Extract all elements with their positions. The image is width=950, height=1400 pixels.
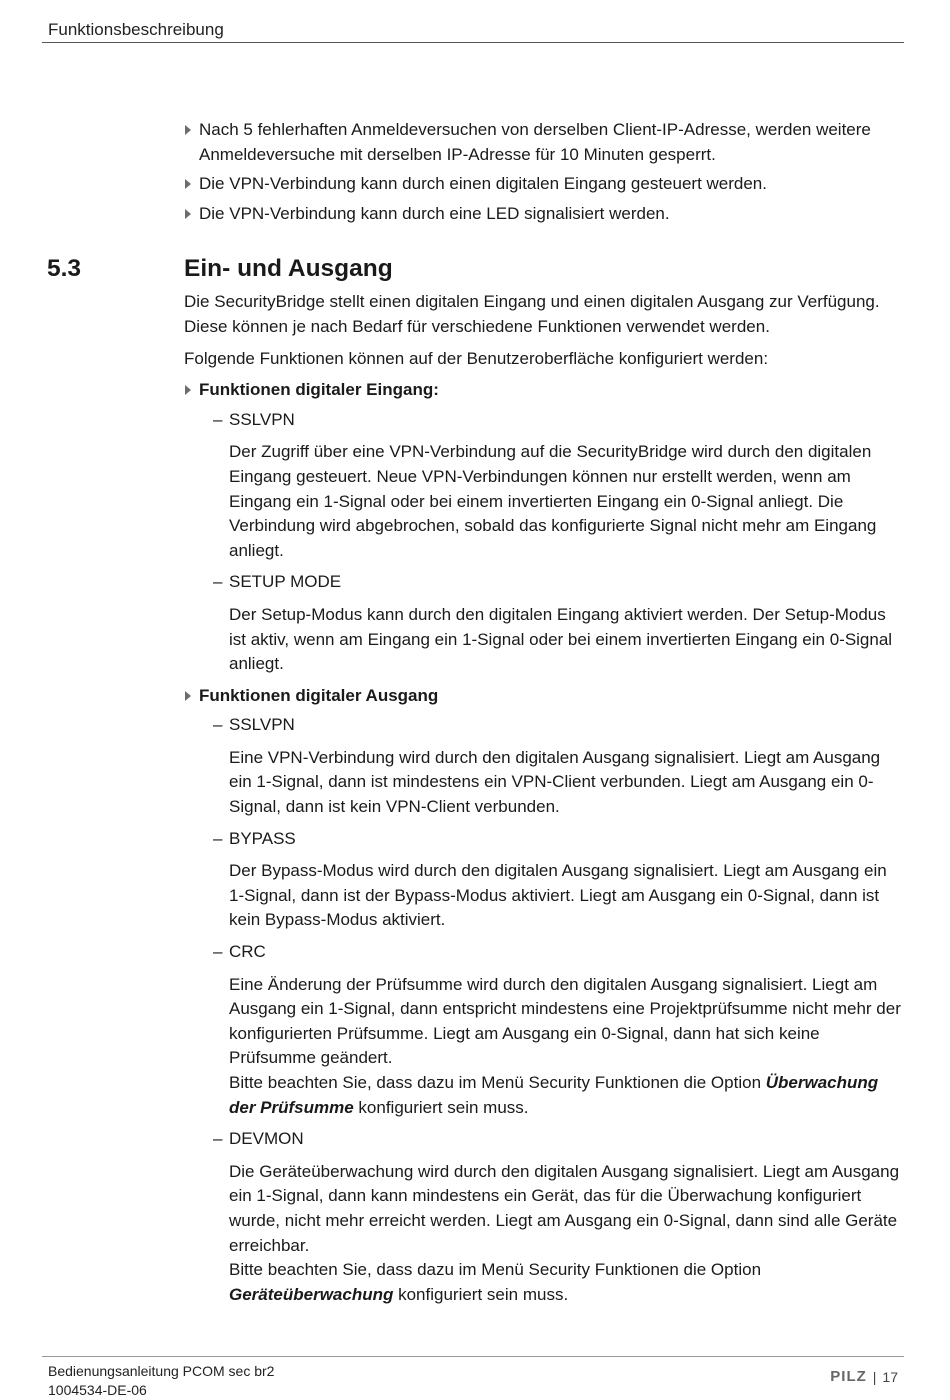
section-lead-paragraph: Folgende Funktionen können auf der Benutzeroberfläche konfiguriert werden: xyxy=(184,348,769,368)
footer-document-info xyxy=(48,1362,274,1400)
item-label: SSLVPN xyxy=(229,409,295,429)
output-crc-item xyxy=(213,940,904,965)
footer-divider xyxy=(42,1356,904,1357)
item-label: DEVMON xyxy=(229,1129,304,1149)
bullet-text: Die VPN-Verbindung kann durch einen digitalen Eingang gesteuert werden. xyxy=(199,174,767,194)
footer-doc-title: Bedienungsanleitung PCOM sec br2 xyxy=(48,1363,275,1379)
bullet-text: Die VPN-Verbindung kann durch eine LED signalisiert werden. xyxy=(199,203,670,223)
devmon-note-prefix: Bitte beachten Sie, dass dazu im Menü Security Funktionen die Option xyxy=(229,1260,762,1280)
output-crc-description xyxy=(229,973,904,1121)
output-devmon-item xyxy=(213,1127,904,1152)
footer-separator: | xyxy=(872,1368,877,1385)
item-label: SETUP MODE xyxy=(229,572,342,592)
footer-doc-number: 1004534-DE-06 xyxy=(48,1382,147,1398)
dash-marker: – xyxy=(213,828,223,848)
crc-note-suffix: konfiguriert sein muss. xyxy=(353,1097,529,1117)
item-label: BYPASS xyxy=(229,828,296,848)
bullet-triangle-icon xyxy=(185,209,191,219)
output-bypass-description: Der Bypass-Modus wird durch den digitalen Ausgang signalisiert. Liegt am Ausgang ein 1-Signal, dann ist der Bypass-Modus aktiviert. Liegt am Ausgang ein 0-Signal, dann ist kein Bypass-Modus aktiviert. xyxy=(229,861,887,930)
intro-bullet-2 xyxy=(184,172,904,197)
input-setup-mode-item xyxy=(213,570,904,595)
bullet-triangle-icon xyxy=(185,125,191,135)
footer-page-info xyxy=(830,1368,898,1385)
section-number: 5.3 xyxy=(47,255,82,283)
output-bypass-item xyxy=(213,827,904,852)
section-intro-paragraph: Die SecurityBridge stellt einen digitalen Eingang und einen digitalen Ausgang zur Verfügung. Diese können je nach Bedarf für verschiedene Funktionen verwendet werden. xyxy=(184,292,880,336)
item-label: SSLVPN xyxy=(229,715,295,735)
bullet-triangle-icon xyxy=(185,691,191,701)
intro-bullet-1 xyxy=(184,118,904,167)
page-header-title: Funktionsbeschreibung xyxy=(48,20,224,39)
item-label: CRC xyxy=(229,942,266,962)
dash-marker: – xyxy=(213,409,223,429)
pilz-logo: PILZ xyxy=(830,1368,867,1385)
input-sslvpn-item xyxy=(213,408,904,433)
main-content xyxy=(47,118,904,1314)
crc-text: Eine Änderung der Prüfsumme wird durch den digitalen Ausgang signalisiert. Liegt am Ausgang ein 1-Signal, dann entspricht mindestens eine Projektprüfsumme nicht mehr der konfigurierten Prüfsumme. Liegt am Ausgang ein 0-Signal, dann hat sich keine Prüfsumme geändert. xyxy=(229,974,901,1068)
dash-marker: – xyxy=(213,572,223,592)
intro-bullet-3 xyxy=(184,202,904,227)
input-sslvpn-description: Der Zugriff über eine VPN-Verbindung auf die SecurityBridge wird durch den digitalen Eingang gesteuert. Neue VPN-Verbindungen können nur erstellt werden, wenn am Eingang ein 1-Signal oder bei einem invertierten Eingang ein 0-Signal anliegt. Die Verbindung wird abgebrochen, sobald das konfigurierte Signal nicht mehr am Eingang anliegt. xyxy=(229,442,877,560)
devmon-note-option: Geräteüberwachung xyxy=(229,1284,394,1304)
crc-note-option: Überwachung der Prüfsumme xyxy=(229,1073,879,1117)
bullet-text: Funktionen digitaler Eingang: xyxy=(199,380,439,400)
dash-marker: – xyxy=(213,1129,223,1149)
dash-marker: – xyxy=(213,715,223,735)
bullet-triangle-icon xyxy=(185,385,191,395)
input-functions-heading xyxy=(184,378,904,403)
output-functions-heading xyxy=(184,684,904,709)
devmon-note-suffix: konfiguriert sein muss. xyxy=(393,1284,569,1304)
output-devmon-description xyxy=(229,1160,904,1308)
input-setup-mode-description: Der Setup-Modus kann durch den digitalen Eingang aktiviert werden. Der Setup-Modus ist aktiv, wenn am Eingang ein 1-Signal oder bei einem invertierten Eingang ein 0-Signal anliegt. xyxy=(229,604,893,674)
section-heading xyxy=(47,253,904,285)
devmon-text: Die Geräteüberwachung wird durch den digitalen Ausgang signalisiert. Liegt am Ausgang ein 1-Signal, dann kann mindestens ein Gerät, das für die Überwachung konfiguriert wurde, nicht mehr erreicht werden. Liegt am Ausgang ein 0-Signal, dann sind alle Geräte erreichbar. xyxy=(229,1161,900,1255)
bullet-text: Nach 5 fehlerhaften Anmeldeversuchen von derselben Client-IP-Adresse, werden weitere Anmeldeversuche mit derselben IP-Adresse für 10 Minuten gesperrt. xyxy=(199,120,871,164)
output-sslvpn-item xyxy=(213,713,904,738)
crc-note-prefix: Bitte beachten Sie, dass dazu im Menü Security Funktionen die Option xyxy=(229,1073,766,1092)
bullet-triangle-icon xyxy=(185,179,191,189)
output-sslvpn-description: Eine VPN-Verbindung wird durch den digitalen Ausgang signalisiert. Liegt am Ausgang ein 1-Signal, dann ist mindestens ein VPN-Client verbunden. Liegt am Ausgang ein 0-Signal, dann ist kein VPN-Client verbunden. xyxy=(229,747,881,817)
section-title: Ein- und Ausgang xyxy=(184,255,393,283)
bullet-text: Funktionen digitaler Ausgang xyxy=(199,685,439,705)
page-number: 17 xyxy=(882,1368,898,1385)
dash-marker: – xyxy=(213,942,223,962)
header-divider xyxy=(42,42,904,43)
